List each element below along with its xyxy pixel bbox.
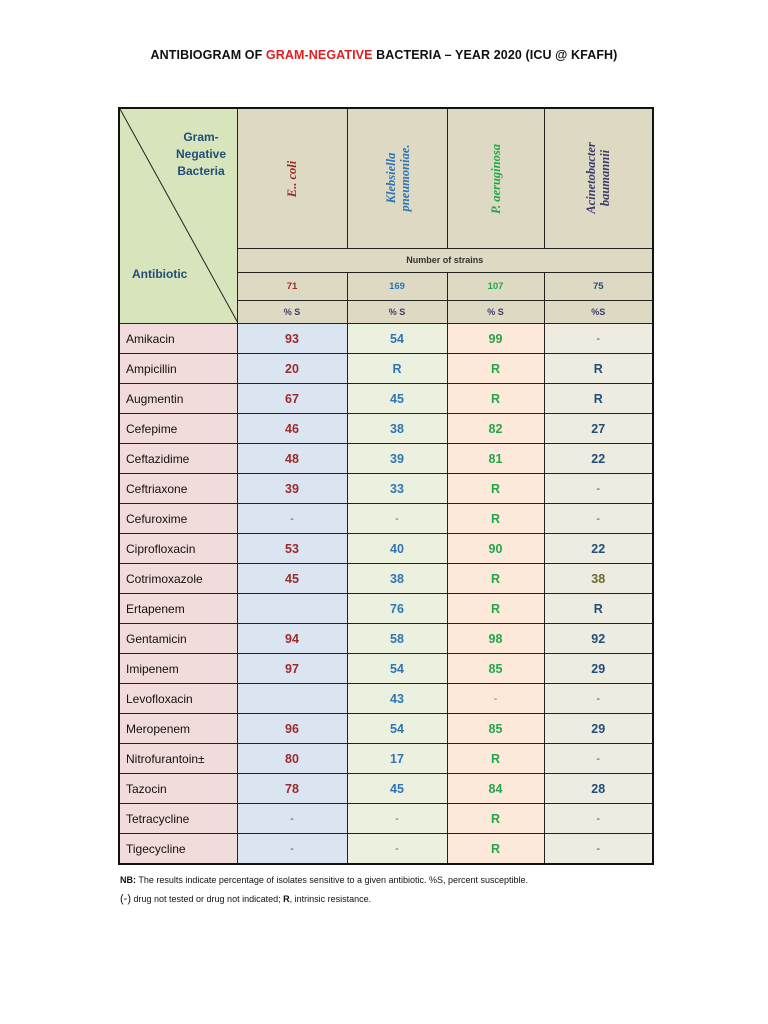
title-part2: BACTERIA – YEAR 2020 (ICU @ KFAFH) (372, 48, 618, 62)
susceptibility-cell: 39 (347, 444, 447, 474)
organism-header-acinetobacter (544, 108, 653, 249)
table-row (119, 564, 653, 594)
susceptibility-cell: - (347, 804, 447, 834)
table-row (119, 714, 653, 744)
susceptibility-cell: 45 (347, 384, 447, 414)
susceptibility-cell: 76 (347, 594, 447, 624)
pct-label: % S (447, 300, 544, 323)
susceptibility-cell: 67 (237, 384, 347, 414)
antibiotic-name: Ampicillin (119, 354, 237, 384)
antibiotic-name: Ciprofloxacin (119, 534, 237, 564)
antibiotic-name: Tigecycline (119, 834, 237, 865)
susceptibility-cell: 54 (347, 324, 447, 354)
table-row (119, 654, 653, 684)
page-title (0, 48, 768, 62)
susceptibility-cell: 85 (447, 654, 544, 684)
table-row (119, 594, 653, 624)
susceptibility-cell: 85 (447, 714, 544, 744)
susceptibility-cell: R (447, 594, 544, 624)
footnote-dash-label: (-) (120, 893, 131, 905)
susceptibility-cell: - (347, 834, 447, 865)
susceptibility-cell: 22 (544, 444, 653, 474)
organism-name: Acinetobacter baumannii (584, 141, 613, 214)
susceptibility-cell: 38 (347, 564, 447, 594)
susceptibility-cell: 29 (544, 654, 653, 684)
susceptibility-cell: R (447, 504, 544, 534)
pct-label: % S (347, 300, 447, 323)
susceptibility-cell: R (447, 744, 544, 774)
susceptibility-cell: 40 (347, 534, 447, 564)
antibiogram-table (118, 107, 654, 865)
table-row (119, 444, 653, 474)
organism-header-pseudomonas (447, 108, 544, 249)
table-row (119, 474, 653, 504)
susceptibility-cell: R (544, 594, 653, 624)
susceptibility-cell: - (237, 804, 347, 834)
footnote-r-label: R (283, 894, 290, 904)
table-row (119, 354, 653, 384)
footnote-nb (120, 875, 528, 885)
susceptibility-cell: - (544, 474, 653, 504)
susceptibility-cell: R (347, 354, 447, 384)
table-row (119, 324, 653, 354)
antibiotic-name: Amikacin (119, 324, 237, 354)
susceptibility-cell: 39 (237, 474, 347, 504)
organism-header-ecoli (237, 108, 347, 249)
susceptibility-cell: 29 (544, 714, 653, 744)
susceptibility-cell: 96 (237, 714, 347, 744)
antibiotic-name: Ceftazidime (119, 444, 237, 474)
footnote-nb-text: The results indicate percentage of isolates sensitive to a given antibiotic. %S, percent susceptible. (136, 875, 529, 885)
table-row (119, 744, 653, 774)
susceptibility-cell: 58 (347, 624, 447, 654)
antibiotic-name: Tetracycline (119, 804, 237, 834)
susceptibility-cell: 54 (347, 654, 447, 684)
susceptibility-cell: 78 (237, 774, 347, 804)
susceptibility-cell: - (544, 834, 653, 865)
susceptibility-cell: 90 (447, 534, 544, 564)
organism-name: E.. coli (285, 160, 299, 197)
footnote-dash-text: drug not tested or drug not indicated; (131, 894, 284, 904)
pct-label: %S (544, 300, 653, 323)
table-row (119, 624, 653, 654)
susceptibility-cell: - (544, 804, 653, 834)
susceptibility-cell: 84 (447, 774, 544, 804)
antibiotic-name: Cefuroxime (119, 504, 237, 534)
susceptibility-cell: 82 (447, 414, 544, 444)
antibiotic-name: Ceftriaxone (119, 474, 237, 504)
antibiotic-name: Nitrofurantoin± (119, 744, 237, 774)
organism-name: Klebsiella pneumoniae. (383, 144, 412, 212)
susceptibility-cell: 38 (347, 414, 447, 444)
table-row (119, 384, 653, 414)
susceptibility-cell: 81 (447, 444, 544, 474)
susceptibility-cell: 53 (237, 534, 347, 564)
corner-header-cell (119, 108, 237, 324)
organism-name: P. aeruginosa (488, 143, 503, 214)
susceptibility-cell: 97 (237, 654, 347, 684)
antibiotic-name: Cotrimoxazole (119, 564, 237, 594)
susceptibility-cell: - (544, 324, 653, 354)
table-row (119, 834, 653, 865)
susceptibility-cell: - (544, 744, 653, 774)
susceptibility-cell: R (447, 834, 544, 865)
strain-count-pseudomonas: 107 (447, 272, 544, 300)
susceptibility-cell: 92 (544, 624, 653, 654)
antibiotic-name: Gentamicin (119, 624, 237, 654)
susceptibility-cell: 45 (347, 774, 447, 804)
susceptibility-cell: 99 (447, 324, 544, 354)
susceptibility-cell: 43 (347, 684, 447, 714)
footnote-legend (120, 893, 371, 905)
susceptibility-cell: R (447, 384, 544, 414)
antibiotic-name: Meropenem (119, 714, 237, 744)
pct-label: % S (237, 300, 347, 323)
footnote-nb-label: NB: (120, 875, 136, 885)
susceptibility-cell: - (237, 834, 347, 865)
susceptibility-cell: 33 (347, 474, 447, 504)
susceptibility-cell: 93 (237, 324, 347, 354)
table-row (119, 774, 653, 804)
susceptibility-cell: R (447, 804, 544, 834)
susceptibility-cell: 48 (237, 444, 347, 474)
susceptibility-cell: - (447, 684, 544, 714)
susceptibility-cell: 54 (347, 714, 447, 744)
susceptibility-cell: 45 (237, 564, 347, 594)
table-row (119, 414, 653, 444)
susceptibility-cell: R (447, 564, 544, 594)
susceptibility-cell: 22 (544, 534, 653, 564)
susceptibility-cell: 98 (447, 624, 544, 654)
antibiotic-name: Augmentin (119, 384, 237, 414)
susceptibility-cell: R (447, 354, 544, 384)
susceptibility-cell (237, 684, 347, 714)
antibiotic-name: Ertapenem (119, 594, 237, 624)
antibiotic-name: Tazocin (119, 774, 237, 804)
susceptibility-cell: 80 (237, 744, 347, 774)
title-part1: ANTIBIOGRAM OF (150, 48, 266, 62)
susceptibility-cell: - (237, 504, 347, 534)
susceptibility-cell: 28 (544, 774, 653, 804)
table-row (119, 804, 653, 834)
title-highlight: GRAM-NEGATIVE (265, 48, 373, 62)
table-row (119, 504, 653, 534)
footnote-r-text: , intrinsic resistance. (289, 894, 372, 904)
strain-count-acinetobacter: 75 (544, 272, 653, 300)
susceptibility-cell: - (544, 504, 653, 534)
susceptibility-cell: 17 (347, 744, 447, 774)
antibiotic-name: Cefepime (119, 414, 237, 444)
antibiotic-name: Levofloxacin (119, 684, 237, 714)
table-row (119, 684, 653, 714)
corner-organism-label: Gram-Negative Bacteria (175, 130, 227, 178)
susceptibility-cell: - (347, 504, 447, 534)
strains-header: Number of strains (237, 249, 653, 272)
corner-antibiotic-label: Antibiotic (132, 267, 188, 281)
susceptibility-cell: R (447, 474, 544, 504)
susceptibility-cell: 46 (237, 414, 347, 444)
susceptibility-cell: 27 (544, 414, 653, 444)
susceptibility-cell: 38 (544, 564, 653, 594)
antibiotic-name: Imipenem (119, 654, 237, 684)
table-row (119, 534, 653, 564)
susceptibility-cell: 20 (237, 354, 347, 384)
organism-header-klebsiella (347, 108, 447, 249)
susceptibility-cell: - (544, 684, 653, 714)
strain-count-klebsiella: 169 (347, 272, 447, 300)
susceptibility-cell: R (544, 354, 653, 384)
susceptibility-cell (237, 594, 347, 624)
strain-count-ecoli: 71 (237, 272, 347, 300)
susceptibility-cell: 94 (237, 624, 347, 654)
susceptibility-cell: R (544, 384, 653, 414)
